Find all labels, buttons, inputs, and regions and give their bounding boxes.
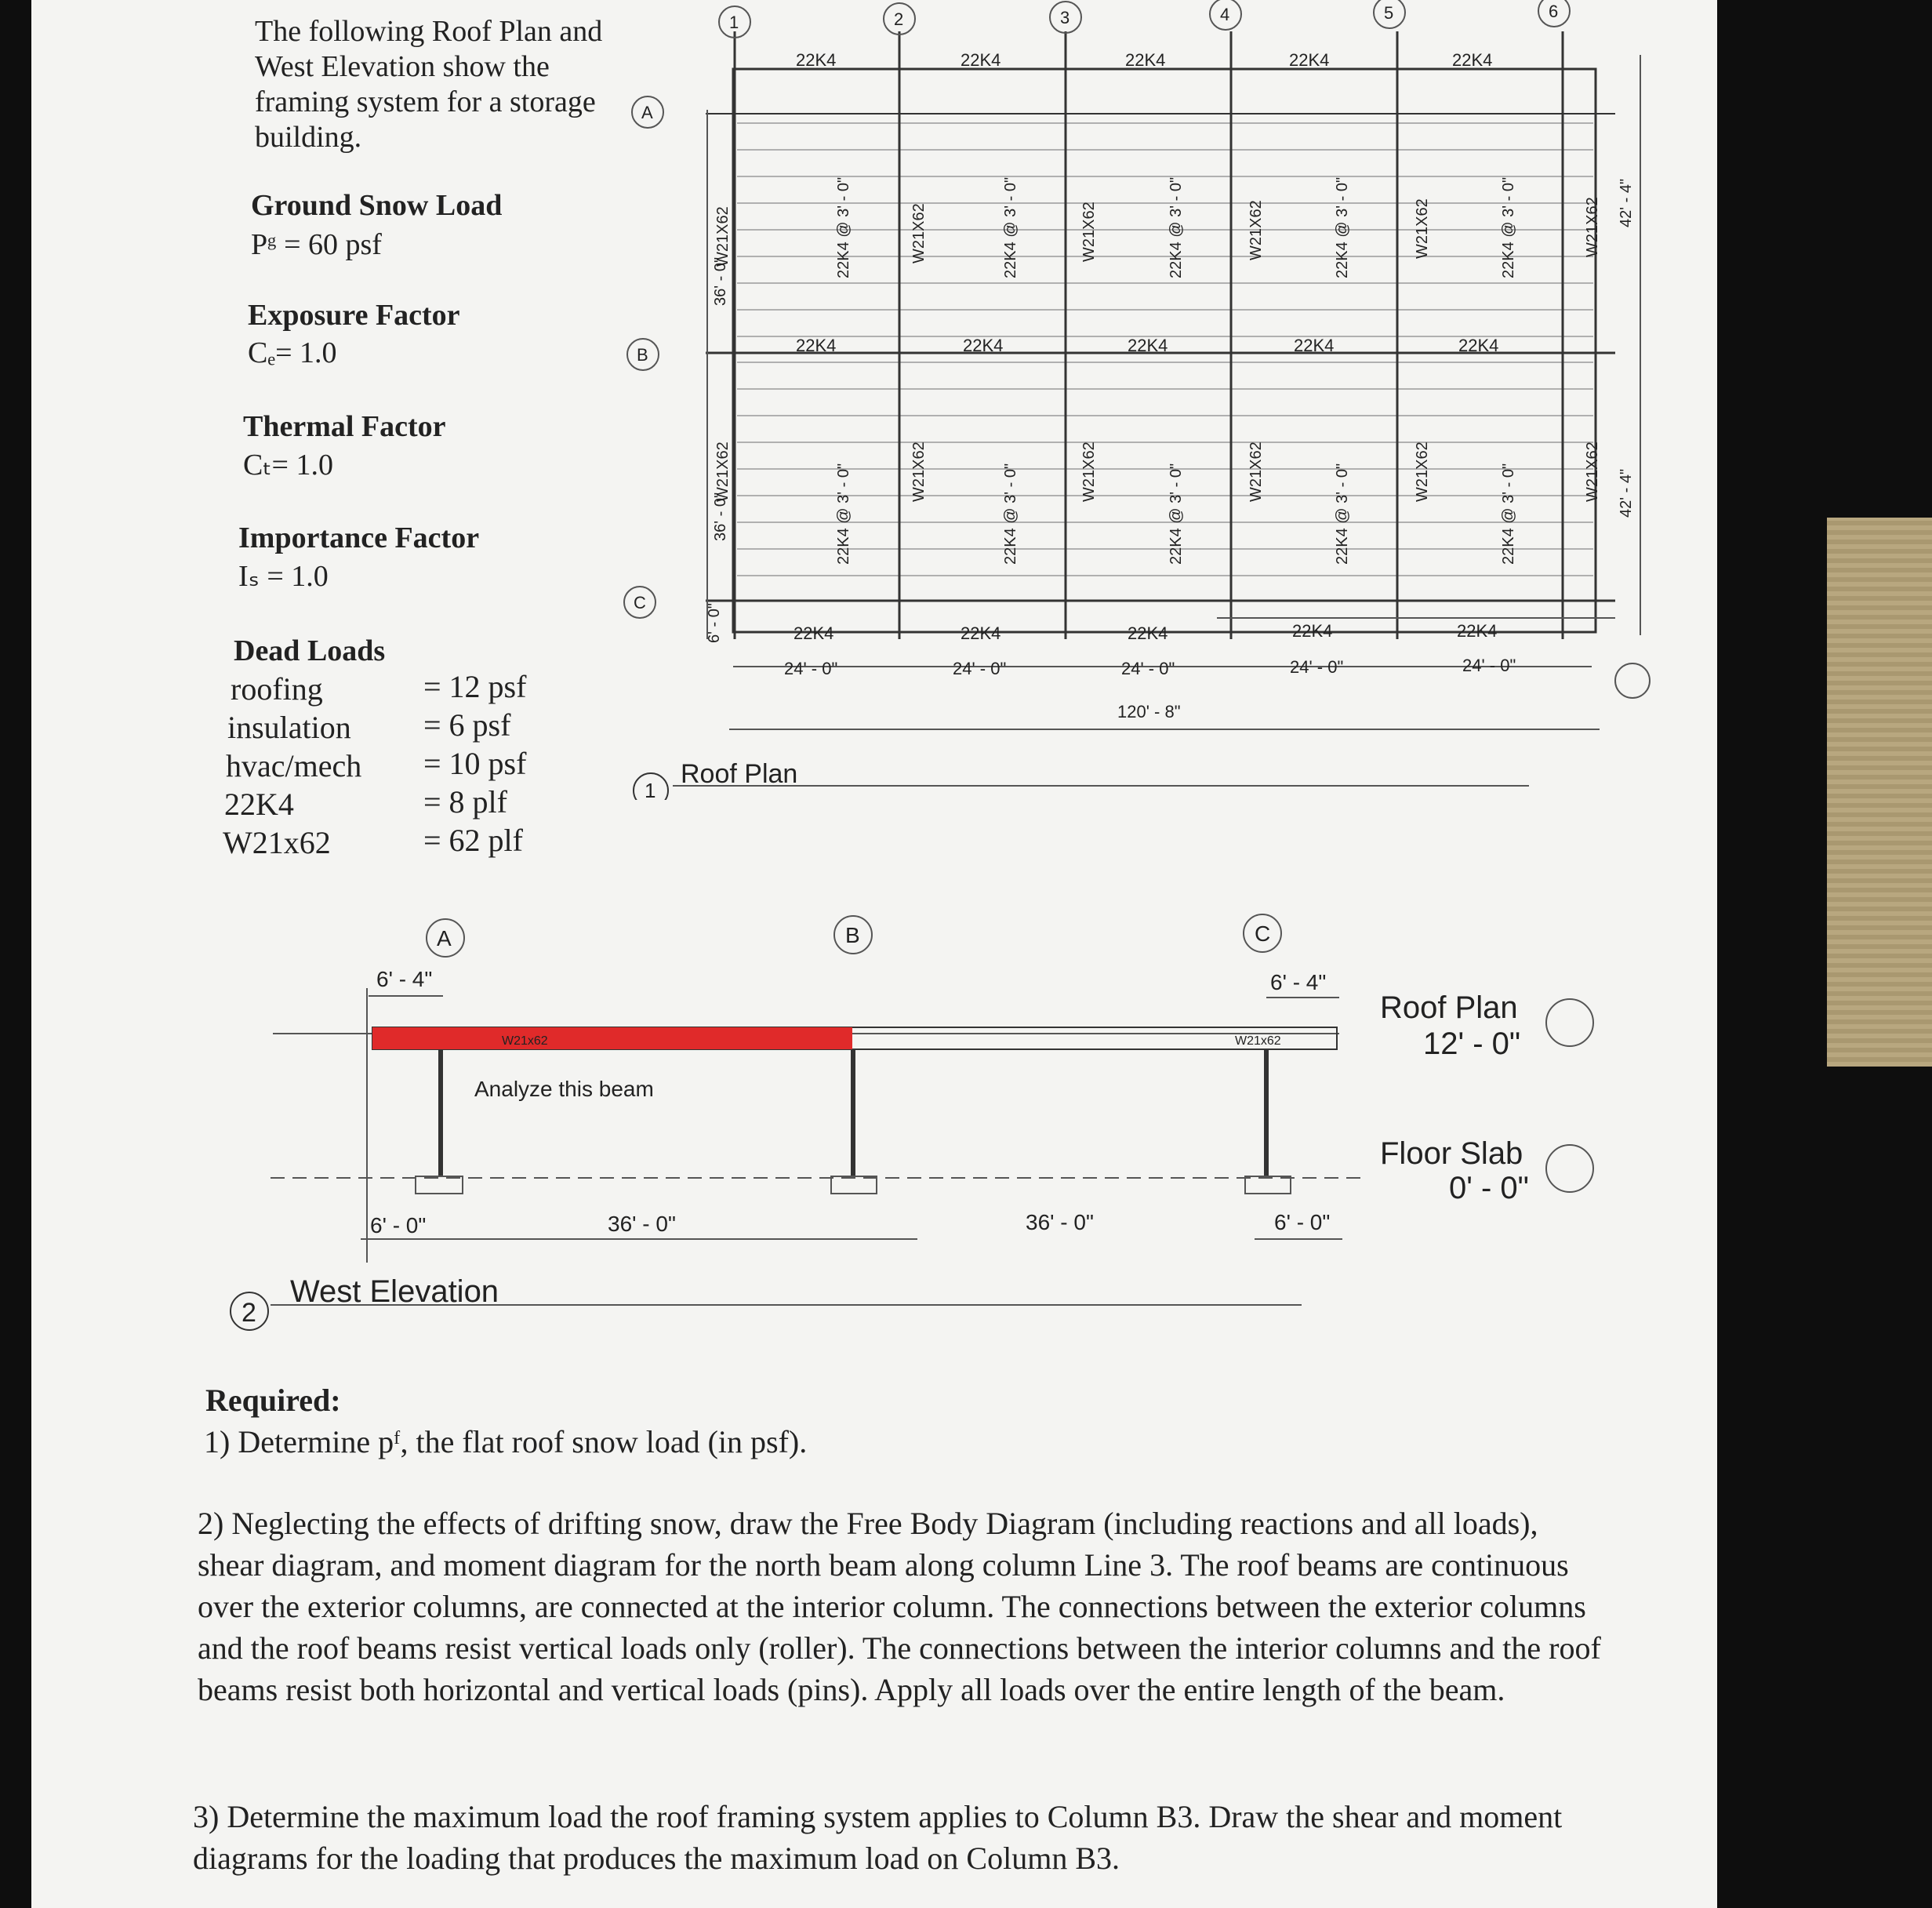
joist-spacing-label: 22K4 @ 3' - 0" xyxy=(1002,463,1019,565)
joist-spacing-label: 22K4 @ 3' - 0" xyxy=(1334,176,1351,278)
row-label: A xyxy=(641,103,653,122)
intro-text: The following Roof Plan and West Elevation show the framing system for a storage building. xyxy=(255,15,603,154)
joist-label: 22K4 xyxy=(961,623,1001,643)
required-title: Required: xyxy=(205,1383,341,1418)
dimension-label: 36' - 0" xyxy=(1026,1210,1094,1234)
row-label: B xyxy=(637,345,648,365)
level-elevation: 12' - 0" xyxy=(1423,1027,1521,1061)
dead-loads-title: Dead Loads xyxy=(234,634,386,667)
joist-label: 22K4 xyxy=(1294,336,1335,355)
joist-label: 22K4 xyxy=(796,336,837,355)
joist-label: 22K4 xyxy=(961,50,1001,70)
joist-label: 22K4 xyxy=(1128,623,1168,643)
joist-label: 22K4 xyxy=(963,336,1004,355)
joist-spacing-label: 22K4 @ 3' - 0" xyxy=(1500,176,1517,278)
roof-plan-number: 1 xyxy=(645,779,656,800)
west-elevation-title: West Elevation xyxy=(290,1274,499,1309)
level-elevation: 0' - 0" xyxy=(1449,1171,1529,1205)
girder-label: W21X62 xyxy=(1080,202,1098,262)
dimension-label: 6' - 0" xyxy=(370,1213,427,1237)
joist-spacing-label: 22K4 @ 3' - 0" xyxy=(1168,463,1185,565)
required-item-1: 1) Determine pᶠ, the flat roof snow load (in psf). xyxy=(204,1424,808,1459)
column-label: 2 xyxy=(894,9,904,29)
dimension-label: 6' - 0" xyxy=(1274,1210,1331,1234)
column-label: 5 xyxy=(1384,3,1394,23)
bay-dimension: 24' - 0" xyxy=(953,659,1007,678)
importance-value: Iₛ = 1.0 xyxy=(238,560,329,593)
dimension-label: 36' - 0" xyxy=(608,1212,676,1236)
overhang-dimension: 6' - 0" xyxy=(706,603,723,643)
dead-load-value: = 6 psf xyxy=(423,707,511,743)
right-dimension: 42' - 4" xyxy=(1618,178,1635,227)
girder-label: W21X62 xyxy=(1247,200,1265,260)
grid-label: B xyxy=(845,923,860,947)
analyze-beam-annotation: Analyze this beam xyxy=(474,1077,654,1101)
exposure-title: Exposure Factor xyxy=(248,299,460,332)
west-elevation-drawing xyxy=(31,894,1717,1333)
dead-load-value: = 62 plf xyxy=(423,823,523,858)
exposure-value: Cₑ= 1.0 xyxy=(248,336,337,369)
joist-spacing-label: 22K4 @ 3' - 0" xyxy=(1002,176,1019,278)
bay-dimension: 24' - 0" xyxy=(1121,659,1175,678)
thermal-title: Thermal Factor xyxy=(243,410,446,443)
row-label: C xyxy=(634,593,646,612)
level-name: Floor Slab xyxy=(1380,1136,1523,1171)
girder-label: W21X62 xyxy=(1080,442,1098,502)
bay-dimension: 24' - 0" xyxy=(1462,656,1516,675)
dead-load-name: hvac/mech xyxy=(226,748,362,783)
joist-label: 22K4 xyxy=(1128,336,1168,355)
joist-label: 22K4 xyxy=(796,50,837,70)
joist-label: 22K4 xyxy=(1458,336,1499,355)
joist-spacing-label: 22K4 @ 3' - 0" xyxy=(1334,463,1351,565)
dead-load-name: 22K4 xyxy=(224,787,294,822)
grid-label: A xyxy=(437,926,452,950)
dead-load-name: roofing xyxy=(231,671,323,707)
bay-dimension: 24' - 0" xyxy=(1290,657,1344,677)
column-label: 1 xyxy=(729,13,739,32)
girder-label: W21X62 xyxy=(1414,442,1431,502)
girder-label: W21X62 xyxy=(714,442,732,502)
girder-label: W21X62 xyxy=(1584,442,1601,502)
joist-label: 22K4 xyxy=(1457,621,1498,641)
level-name: Roof Plan xyxy=(1380,990,1518,1025)
required-item-3: 3) Determine the maximum load the roof framing system applies to Column B3. Draw the shear and moment diagrams for the loading that produces the maximum load on Column B3. xyxy=(193,1799,1563,1876)
dead-load-name: W21x62 xyxy=(223,825,331,860)
roof-plan-drawing xyxy=(31,0,1717,800)
background-fabric xyxy=(1827,518,1932,1067)
girder-label: W21X62 xyxy=(1414,198,1431,259)
required-item-2: 2) Neglecting the effects of drifting snow, draw the Free Body Diagram (including reactions and all loads), shear diagram, and moment diagram for the north beam along column Line 3. The roof beams are continuous over the exterior columns, are connected at the interior column. The connections between the exterior columns and the roof beams resist vertical loads only (roller). The connections between the interior columns and the roof beams resist both horizontal and vertical loads (pins). Apply all loads over the entire length of the beam. xyxy=(198,1506,1601,1707)
document-page xyxy=(31,0,1717,1908)
thermal-value: Cₜ= 1.0 xyxy=(243,449,333,482)
joist-spacing-label: 22K4 @ 3' - 0" xyxy=(835,463,852,565)
ground-snow-title: Ground Snow Load xyxy=(251,189,503,222)
girder-label: W21X62 xyxy=(910,203,928,263)
column-label: 6 xyxy=(1549,2,1559,21)
column-label: 3 xyxy=(1060,8,1070,27)
bay-depth-dimension: 36' - 0" xyxy=(712,492,729,541)
joist-spacing-label: 22K4 @ 3' - 0" xyxy=(835,176,852,278)
ground-snow-value: Pᵍ = 60 psf xyxy=(251,228,382,261)
joist-label: 22K4 xyxy=(1289,50,1330,70)
beam-label: W21x62 xyxy=(502,1034,548,1048)
dimension-label: 6' - 4" xyxy=(1270,970,1327,994)
bay-depth-dimension: 36' - 0" xyxy=(712,256,729,306)
joist-label: 22K4 xyxy=(1125,50,1166,70)
joist-label: 22K4 xyxy=(1292,621,1333,641)
column-label: 4 xyxy=(1220,5,1230,24)
right-dimension: 42' - 4" xyxy=(1618,468,1635,518)
joist-spacing-label: 22K4 @ 3' - 0" xyxy=(1500,463,1517,565)
grid-label: C xyxy=(1255,921,1271,946)
girder-label: W21X62 xyxy=(714,206,732,267)
girder-label: W21X62 xyxy=(1584,197,1601,257)
dead-load-value: = 8 plf xyxy=(423,784,507,820)
joist-label: 22K4 xyxy=(1452,50,1493,70)
importance-title: Importance Factor xyxy=(238,522,480,554)
joist-spacing-label: 22K4 @ 3' - 0" xyxy=(1168,176,1185,278)
dead-load-value: = 10 psf xyxy=(423,746,527,781)
girder-label: W21X62 xyxy=(1247,442,1265,502)
roof-plan-title: Roof Plan xyxy=(681,759,798,789)
girder-label: W21X62 xyxy=(910,442,928,502)
joist-label: 22K4 xyxy=(794,623,834,643)
dead-load-name: insulation xyxy=(227,710,351,745)
overall-dimension: 120' - 8" xyxy=(1117,702,1181,721)
west-elevation-number: 2 xyxy=(242,1298,256,1328)
analyzed-beam-highlight xyxy=(372,1027,852,1049)
bay-dimension: 24' - 0" xyxy=(784,659,838,678)
beam-label: W21x62 xyxy=(1235,1034,1281,1048)
dead-load-value: = 12 psf xyxy=(423,669,527,704)
dimension-label: 6' - 4" xyxy=(376,967,433,991)
